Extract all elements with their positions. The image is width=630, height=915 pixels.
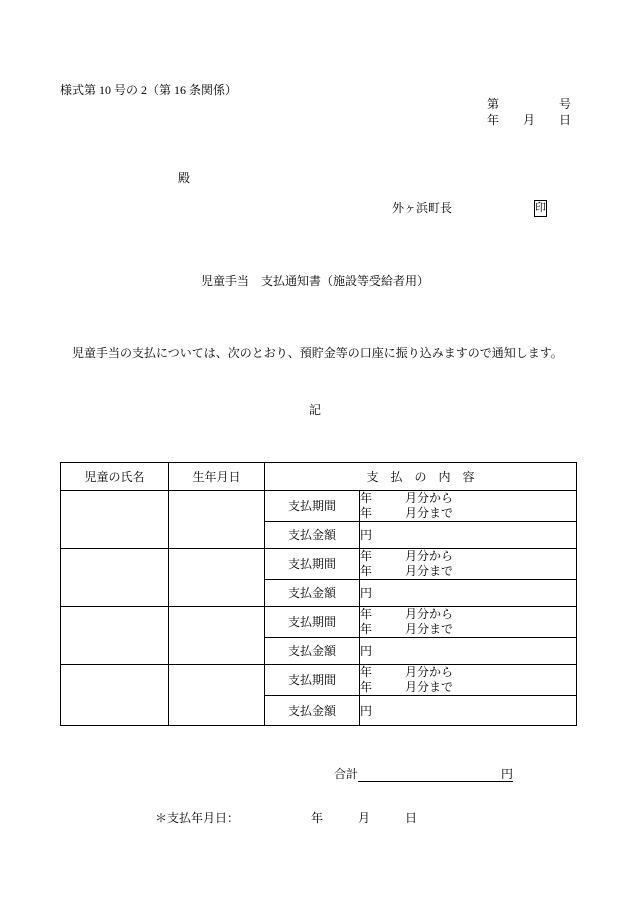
period-from-month: 月分から — [405, 665, 454, 679]
period-row — [61, 665, 577, 696]
period-label: 支払期間 — [265, 491, 360, 522]
period-from-line — [360, 665, 576, 680]
period-to-line — [360, 680, 576, 695]
period-from-month: 月分から — [405, 491, 454, 505]
period-row — [61, 607, 577, 638]
total-amount-underline — [358, 767, 513, 782]
header-birth-date: 生年月日 — [169, 463, 265, 491]
period-row — [61, 491, 577, 522]
total-label: 合計 — [334, 767, 359, 781]
period-to-line — [360, 622, 576, 637]
period-value-cell — [360, 549, 577, 580]
payment-date-day: 日 — [405, 811, 418, 825]
form-number: 様式第 10 号の 2（第 16 条関係） — [60, 83, 238, 97]
body-text: 児童手当の支払については、次のとおり、預貯金等の口座に振り込みますので通知します。 — [72, 346, 563, 360]
period-from-month: 月分から — [405, 549, 454, 563]
amount-value-cell — [360, 522, 577, 549]
amount-value-cell — [360, 696, 577, 726]
document-number — [487, 97, 571, 111]
period-label: 支払期間 — [265, 549, 360, 580]
seal-mark: 印 — [534, 200, 547, 217]
period-row — [61, 549, 577, 580]
period-to-month: 月分まで — [405, 622, 454, 636]
period-from-month: 月分から — [405, 607, 454, 621]
header-child-name: 児童の氏名 — [61, 463, 169, 491]
amount-unit: 円 — [360, 644, 373, 658]
period-label: 支払期間 — [265, 665, 360, 696]
period-to-line — [360, 564, 576, 579]
period-to-year: 年 — [360, 564, 373, 578]
period-from-year: 年 — [360, 549, 373, 563]
child-name-cell — [61, 607, 169, 665]
period-to-year: 年 — [360, 506, 373, 520]
amount-label: 支払金額 — [265, 696, 360, 726]
total-line — [334, 767, 513, 782]
payment-date-year: 年 — [311, 811, 324, 825]
amount-value-cell — [360, 638, 577, 665]
period-value-cell — [360, 607, 577, 638]
child-name-cell — [61, 665, 169, 726]
period-value-cell — [360, 491, 577, 522]
period-from-line — [360, 607, 576, 622]
period-from-line — [360, 549, 576, 564]
child-name-cell — [61, 549, 169, 607]
birth-date-cell — [169, 549, 265, 607]
period-label: 支払期間 — [265, 607, 360, 638]
period-from-year: 年 — [360, 607, 373, 621]
addressee-suffix: 殿 — [178, 171, 191, 185]
document-date — [487, 113, 571, 127]
amount-unit: 円 — [360, 586, 373, 600]
document-number-prefix: 第 — [487, 97, 500, 111]
issuer-name: 外ヶ浜町長 — [392, 201, 453, 215]
note-heading: 記 — [308, 403, 321, 417]
period-to-month: 月分まで — [405, 564, 454, 578]
payment-table-wrapper — [60, 462, 577, 726]
payment-date-label: ＊支払年月日： — [155, 811, 240, 825]
period-from-year: 年 — [360, 491, 373, 505]
header-payment-details: 支 払 の 内 容 — [265, 463, 577, 491]
birth-date-cell — [169, 665, 265, 726]
birth-date-cell — [169, 491, 265, 549]
period-to-year: 年 — [360, 622, 373, 636]
period-value-cell — [360, 665, 577, 696]
document-title: 児童手当 支払通知書（施設等受給者用） — [200, 274, 429, 288]
amount-label: 支払金額 — [265, 638, 360, 665]
period-to-line — [360, 506, 576, 521]
amount-label: 支払金額 — [265, 580, 360, 607]
document-date-month: 月 — [522, 113, 535, 127]
period-from-year: 年 — [360, 665, 373, 679]
table-header-row — [61, 463, 577, 491]
amount-label: 支払金額 — [265, 522, 360, 549]
document-date-year: 年 — [487, 113, 500, 127]
period-to-month: 月分まで — [405, 506, 454, 520]
period-to-month: 月分まで — [405, 680, 454, 694]
document-date-day: 日 — [558, 113, 571, 127]
child-name-cell — [61, 491, 169, 549]
birth-date-cell — [169, 607, 265, 665]
amount-unit: 円 — [360, 528, 373, 542]
amount-value-cell — [360, 580, 577, 607]
total-unit: 円 — [501, 767, 514, 781]
period-from-line — [360, 491, 576, 506]
period-to-year: 年 — [360, 680, 373, 694]
document-number-suffix: 号 — [558, 97, 571, 111]
payment-date-month: 月 — [358, 811, 371, 825]
amount-unit: 円 — [360, 703, 373, 718]
payment-table — [60, 462, 577, 726]
